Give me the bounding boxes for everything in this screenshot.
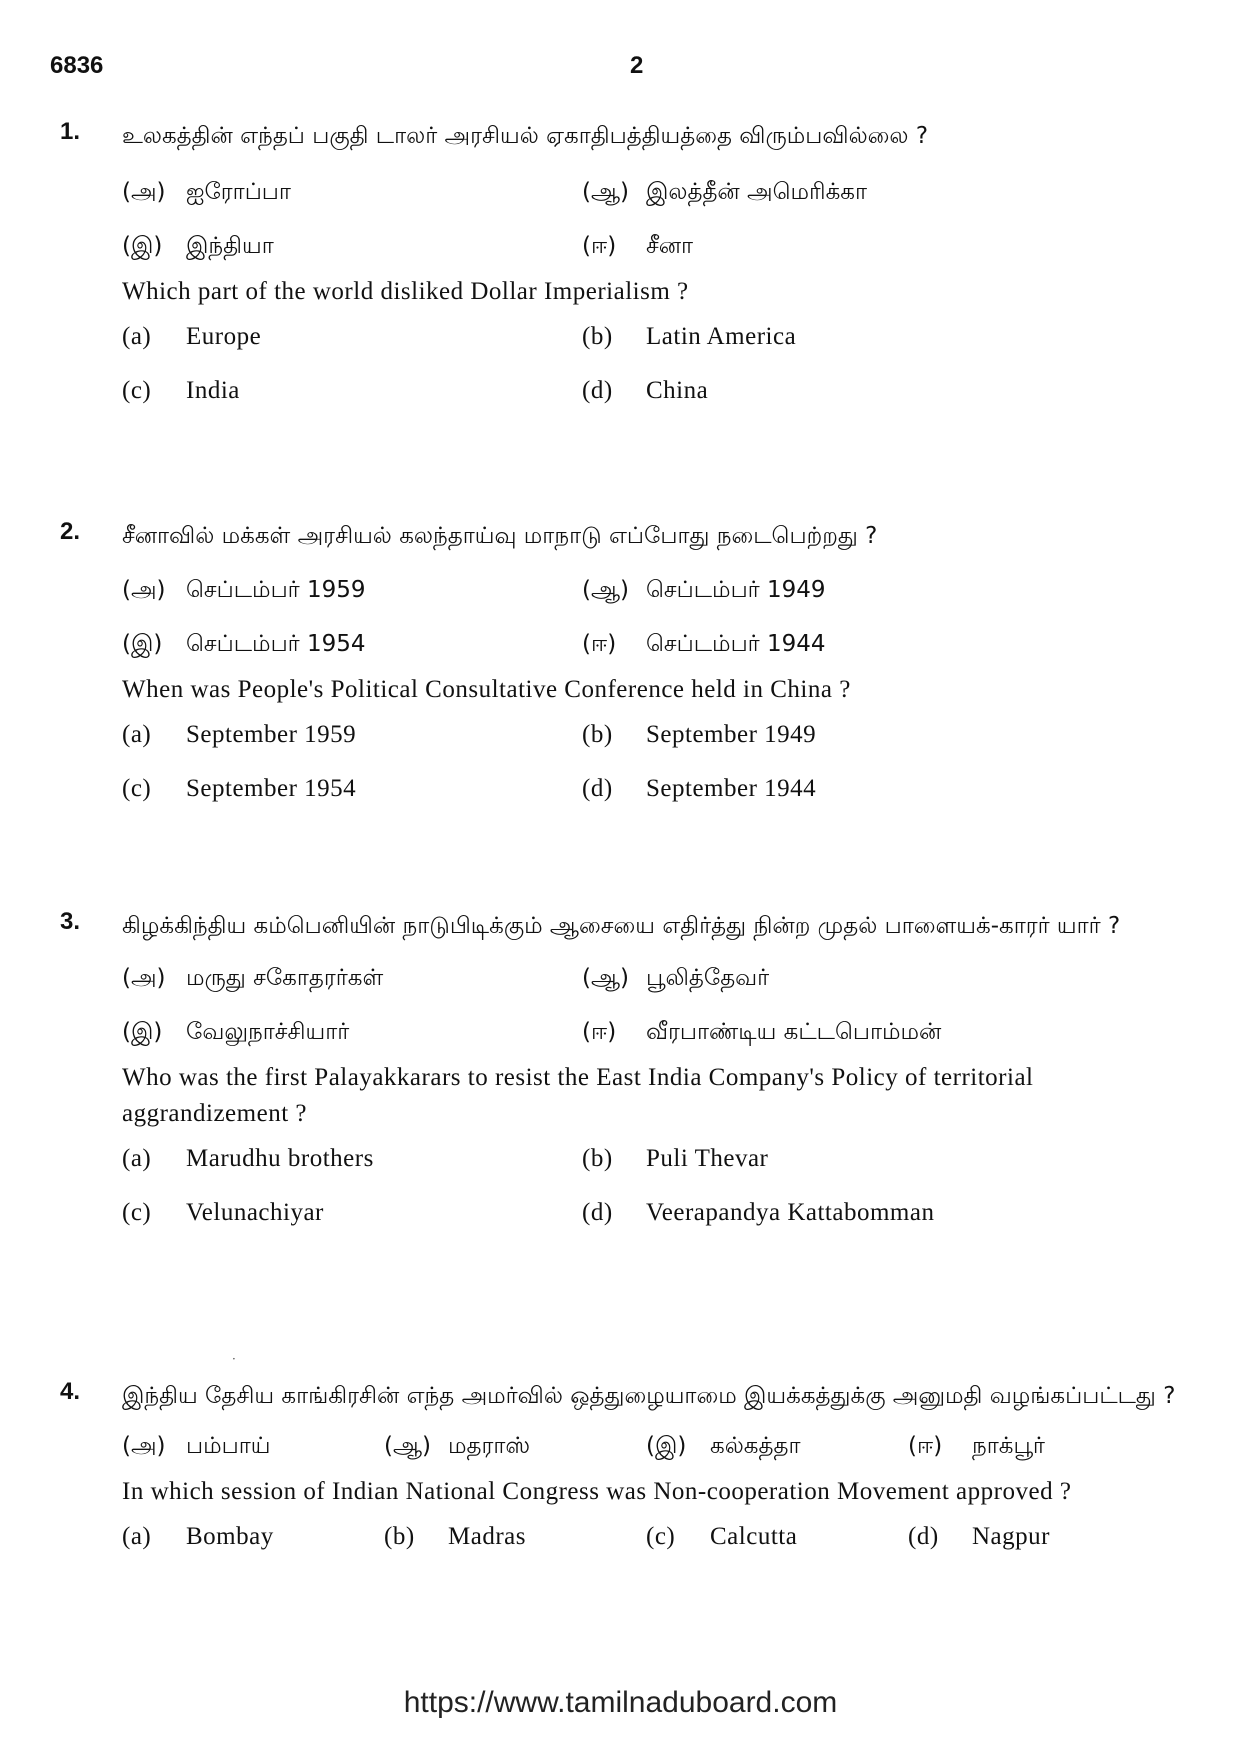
option-label: (அ)	[122, 178, 166, 205]
option-d-english	[582, 1199, 1042, 1227]
english-options-row	[122, 708, 1180, 762]
option-text: September 1954	[186, 775, 357, 802]
option-text: Veerapandya Kattabomman	[646, 1199, 935, 1226]
question-text-english: Which part of the world disliked Dollar Imperialism ?	[122, 278, 689, 305]
option-label: (ஈ)	[582, 232, 617, 259]
option-b-english	[582, 1145, 1042, 1173]
option-a-english	[122, 323, 582, 351]
question-2	[60, 518, 1180, 816]
option-a-english	[122, 1145, 582, 1173]
option-label: (a)	[122, 1523, 152, 1550]
option-label: (a)	[122, 721, 152, 748]
option-d-english	[582, 775, 1042, 803]
option-text: Puli Thevar	[646, 1145, 769, 1172]
option-text: கல்கத்தா	[710, 1432, 801, 1459]
tamil-options-row	[122, 564, 1180, 618]
option-label: (d)	[582, 377, 613, 404]
tamil-options-row	[122, 618, 1180, 672]
option-text: September 1959	[186, 721, 357, 748]
question-text-english: In which session of Indian National Congress was Non-cooperation Movement approved ?	[122, 1478, 1072, 1505]
option-text: பூலித்தேவர்	[646, 964, 770, 991]
question-text-tamil: கிழக்கிந்திய கம்பெனியின் நாடுபிடிக்கும் ஆசையை எதிர்த்து நின்ற முதல் பாளையக்-காரர் யார் ?	[122, 913, 1121, 939]
option-text: ஐரோப்பா	[186, 178, 291, 205]
question-number: 3.	[60, 908, 81, 935]
option-label: (ஆ)	[582, 964, 630, 991]
page-number: 2	[630, 52, 644, 79]
option-label: (ஈ)	[582, 630, 617, 657]
option-c-english	[646, 1523, 908, 1551]
option-text: Nagpur	[972, 1523, 1050, 1550]
option-label: (ஆ)	[582, 178, 630, 205]
option-b-tamil	[384, 1433, 646, 1462]
option-c-english	[122, 775, 582, 803]
option-label: (இ)	[122, 1018, 163, 1045]
question-text-english: Who was the first Palayakkarars to resist the East India Company's Policy of territorial aggrandizement ?	[122, 1064, 1034, 1127]
english-options-row	[122, 1186, 1180, 1240]
option-d-english	[908, 1523, 1170, 1551]
option-text: செப்டம்பர் 1949	[646, 576, 826, 603]
paper-code: 6836	[50, 52, 104, 79]
option-b-english	[582, 721, 1042, 749]
option-label: (இ)	[122, 630, 163, 657]
english-options-row	[122, 1132, 1180, 1186]
option-b-english	[582, 323, 1042, 351]
question-text-tamil: உலகத்தின் எந்தப் பகுதி டாலர் அரசியல் ஏகாதிபத்தியத்தை விரும்பவில்லை ?	[122, 123, 929, 149]
english-options-row	[122, 1510, 1180, 1564]
option-text: Calcutta	[710, 1523, 798, 1550]
option-text: India	[186, 377, 240, 404]
option-text: September 1944	[646, 775, 817, 802]
tamil-options-row	[122, 1006, 1180, 1060]
option-label: (அ)	[122, 1432, 166, 1459]
option-label: (b)	[582, 721, 613, 748]
option-text: இலத்தீன் அமெரிக்கா	[646, 178, 868, 205]
option-d-tamil	[582, 233, 1042, 262]
option-label: (a)	[122, 1145, 152, 1172]
question-number: 2.	[60, 518, 81, 545]
option-label: (c)	[122, 1199, 152, 1226]
tamil-options-row	[122, 220, 1180, 274]
option-text: மருது சகோதரர்கள்	[186, 964, 384, 991]
question-1	[60, 118, 1180, 418]
question-number: 1.	[60, 118, 81, 145]
option-c-english	[122, 1199, 582, 1227]
option-text: Europe	[186, 323, 262, 350]
option-text: செப்டம்பர் 1954	[186, 630, 366, 657]
option-text: வேலுநாச்சியார்	[186, 1018, 350, 1045]
option-b-tamil	[582, 577, 1042, 606]
question-text-tamil: சீனாவில் மக்கள் அரசியல் கலந்தாய்வு மாநாடு எப்போது நடைபெற்றது ?	[122, 523, 878, 549]
page-header	[0, 52, 1241, 86]
question-3	[60, 908, 1180, 1240]
option-label: (ஆ)	[384, 1432, 432, 1459]
option-text: சீனா	[646, 232, 694, 259]
option-label: (d)	[582, 1199, 613, 1226]
option-c-tamil	[646, 1433, 908, 1462]
option-text: Madras	[448, 1523, 526, 1550]
option-text: இந்தியா	[186, 232, 274, 259]
option-label: (c)	[122, 775, 152, 802]
option-c-tamil	[122, 1019, 582, 1048]
option-a-tamil	[122, 965, 582, 994]
option-a-tamil	[122, 1433, 384, 1462]
question-4	[60, 1378, 1180, 1564]
option-text: செப்டம்பர் 1944	[646, 630, 826, 657]
option-label: (d)	[908, 1523, 939, 1550]
option-a-english	[122, 721, 582, 749]
option-label: (ஆ)	[582, 576, 630, 603]
option-label: (b)	[582, 323, 613, 350]
option-c-tamil	[122, 631, 582, 660]
question-number: 4.	[60, 1378, 81, 1405]
option-text: செப்டம்பர் 1959	[186, 576, 366, 603]
english-options-row	[122, 364, 1180, 418]
scan-speck: ·	[232, 1352, 236, 1366]
option-text: பம்பாய்	[186, 1432, 271, 1459]
option-label: (d)	[582, 775, 613, 802]
english-options-row	[122, 310, 1180, 364]
option-d-tamil	[908, 1433, 1170, 1462]
option-d-english	[582, 377, 1042, 405]
option-text: Marudhu brothers	[186, 1145, 374, 1172]
option-label: (b)	[384, 1523, 415, 1550]
option-label: (ஈ)	[908, 1432, 943, 1459]
option-a-english	[122, 1523, 384, 1551]
option-b-tamil	[582, 179, 1042, 208]
option-text: Latin America	[646, 323, 797, 350]
tamil-options-row	[122, 166, 1180, 220]
option-label: (c)	[646, 1523, 676, 1550]
option-c-english	[122, 377, 582, 405]
option-text: Bombay	[186, 1523, 274, 1550]
option-a-tamil	[122, 179, 582, 208]
question-text-tamil: இந்திய தேசிய காங்கிரசின் எந்த அமர்வில் ஒத்துழையாமை இயக்கத்துக்கு அனுமதி வழங்கப்பட்டது ?	[122, 1383, 1176, 1409]
english-options-row	[122, 762, 1180, 816]
option-text: China	[646, 377, 709, 404]
question-text-english: When was People's Political Consultative Conference held in China ?	[122, 676, 851, 703]
option-text: நாக்பூர்	[972, 1432, 1045, 1459]
option-b-tamil	[582, 965, 1042, 994]
option-b-english	[384, 1523, 646, 1551]
option-a-tamil	[122, 577, 582, 606]
option-text: மதராஸ்	[448, 1432, 531, 1459]
option-label: (அ)	[122, 964, 166, 991]
option-label: (இ)	[646, 1432, 687, 1459]
option-label: (ஈ)	[582, 1018, 617, 1045]
tamil-options-row	[122, 952, 1180, 1006]
option-label: (அ)	[122, 576, 166, 603]
tamil-options-row	[122, 1420, 1180, 1474]
option-label: (a)	[122, 323, 152, 350]
option-label: (c)	[122, 377, 152, 404]
option-label: (b)	[582, 1145, 613, 1172]
option-text: September 1949	[646, 721, 817, 748]
source-url[interactable]: https://www.tamilnaduboard.com	[403, 1686, 838, 1719]
option-text: Velunachiyar	[186, 1199, 324, 1226]
option-label: (இ)	[122, 232, 163, 259]
option-d-tamil	[582, 1019, 1042, 1048]
option-c-tamil	[122, 233, 582, 262]
option-d-tamil	[582, 631, 1042, 660]
option-text: வீரபாண்டிய கட்டபொம்மன்	[646, 1018, 942, 1045]
